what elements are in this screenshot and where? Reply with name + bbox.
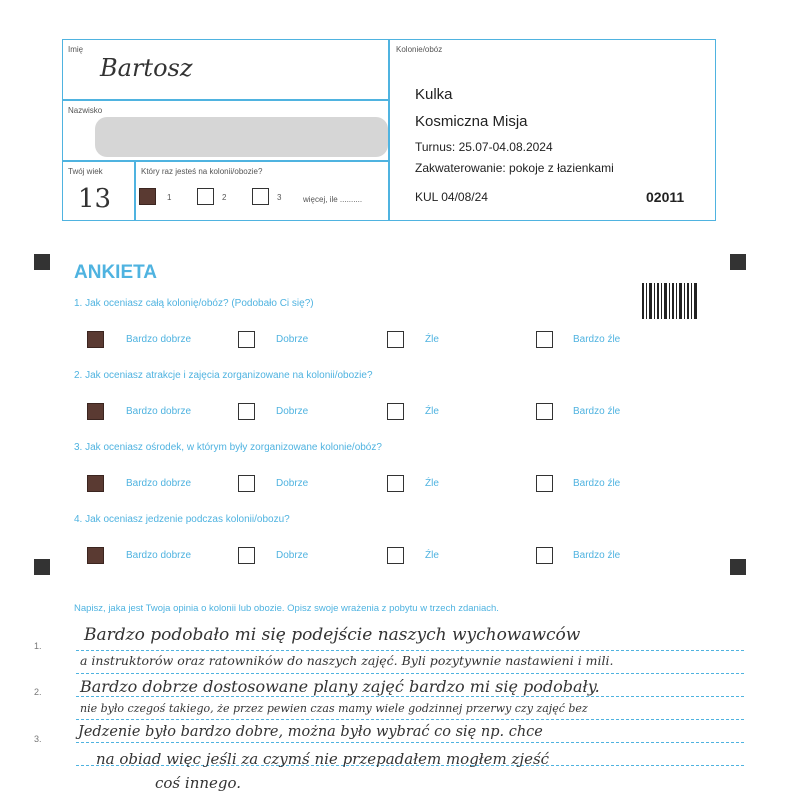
- q2-option-zle-checkbox[interactable]: [387, 403, 404, 420]
- q1-option-bardzo-dobrze-checkbox[interactable]: [87, 331, 104, 348]
- survey-title: ANKIETA: [74, 262, 158, 283]
- q3-option-dobrze-label: Dobrze: [276, 478, 309, 489]
- question-4: 4. Jak oceniasz jedzenie podczas kolonii/obozu?: [74, 514, 290, 525]
- alignment-marker-top-right: [730, 254, 746, 270]
- opinion-text-line-4[interactable]: nie było czegoś takiego, że przez pewien czas mamy wiele godzinnej przerwy czy zajęć bez: [80, 702, 588, 715]
- q1-option-bardzo-dobrze-label: Bardzo dobrze: [126, 334, 192, 345]
- q2-option-bardzo-zle-checkbox[interactable]: [536, 403, 553, 420]
- camp-title: Kosmiczna Misja: [415, 113, 528, 130]
- q4-option-dobrze-checkbox[interactable]: [238, 547, 255, 564]
- nazwisko-redaction: [95, 117, 388, 157]
- nazwisko-label: Nazwisko: [68, 106, 103, 115]
- q4-option-zle-checkbox[interactable]: [387, 547, 404, 564]
- writing-line-1: [76, 650, 744, 651]
- question-2: 2. Jak oceniasz atrakcje i zajęcia zorganizowane na kolonii/obozie?: [74, 370, 373, 381]
- q2-option-bardzo-zle-label: Bardzo źle: [573, 406, 621, 417]
- q2-option-dobrze-checkbox[interactable]: [238, 403, 255, 420]
- opinion-number-3: 3.: [34, 734, 42, 744]
- q1-option-zle-label: Źle: [425, 334, 439, 345]
- q4-option-dobrze-label: Dobrze: [276, 550, 309, 561]
- question-1: 1. Jak oceniasz całą kolonię/obóz? (Podobało Ci się?): [74, 298, 314, 309]
- form-number: 02011: [646, 189, 685, 205]
- visit-option-1-checkbox[interactable]: [139, 188, 156, 205]
- q2-option-bardzo-dobrze-checkbox[interactable]: [87, 403, 104, 420]
- q4-option-bardzo-dobrze-label: Bardzo dobrze: [126, 550, 192, 561]
- q2-option-bardzo-dobrze-label: Bardzo dobrze: [126, 406, 192, 417]
- opinion-text-line-3[interactable]: Bardzo dobrze dostosowane plany zajęć bardzo mi się podobały.: [80, 677, 600, 696]
- header-divider-3: [134, 160, 136, 221]
- writing-line-2: [76, 673, 744, 674]
- q4-option-bardzo-dobrze-checkbox[interactable]: [87, 547, 104, 564]
- q3-option-bardzo-dobrze-label: Bardzo dobrze: [126, 478, 192, 489]
- writing-line-3: [76, 696, 744, 697]
- q1-option-zle-checkbox[interactable]: [387, 331, 404, 348]
- q3-option-bardzo-zle-checkbox[interactable]: [536, 475, 553, 492]
- camp-code: KUL 04/08/24: [415, 190, 488, 204]
- q4-option-bardzo-zle-checkbox[interactable]: [536, 547, 553, 564]
- header-divider-2: [62, 160, 389, 162]
- q3-option-zle-checkbox[interactable]: [387, 475, 404, 492]
- visit-option-3-label: 3: [277, 193, 282, 202]
- opinion-text-line-2[interactable]: a instruktorów oraz ratowników do naszych zajęć. Byli pozytywnie nastawieni i mili.: [80, 653, 614, 668]
- question-3: 3. Jak oceniasz ośrodek, w którym były zorganizowane kolonie/obóz?: [74, 442, 382, 453]
- alignment-marker-top-left: [34, 254, 50, 270]
- visit-option-2-checkbox[interactable]: [197, 188, 214, 205]
- opinion-text-line-1[interactable]: Bardzo podobało mi się podejście naszych wychowawców: [84, 625, 581, 645]
- header-divider-1: [62, 99, 389, 101]
- q4-option-bardzo-zle-label: Bardzo źle: [573, 550, 621, 561]
- visit-option-1-label: 1: [167, 193, 172, 202]
- q4-option-zle-label: Źle: [425, 550, 439, 561]
- kolonie-label: Kolonie/obóz: [396, 45, 443, 54]
- zakwaterowanie-text: Zakwaterowanie: pokoje z łazienkami: [415, 161, 614, 175]
- header-divider-vertical: [388, 39, 390, 221]
- q1-option-dobrze-label: Dobrze: [276, 334, 309, 345]
- visit-option-more-label: więcej, ile ..........: [303, 195, 363, 204]
- turnus-text: Turnus: 25.07-04.08.2024: [415, 140, 553, 154]
- writing-line-5: [76, 742, 744, 743]
- imie-label: Imię: [68, 45, 84, 54]
- q2-option-zle-label: Źle: [425, 406, 439, 417]
- q1-option-bardzo-zle-label: Bardzo źle: [573, 334, 621, 345]
- imie-value[interactable]: Bartosz: [100, 54, 193, 82]
- q1-option-bardzo-zle-checkbox[interactable]: [536, 331, 553, 348]
- ktory-raz-label: Który raz jesteś na kolonii/obozie?: [141, 167, 263, 176]
- opinion-text-line-7[interactable]: coś innego.: [155, 774, 242, 792]
- q3-option-dobrze-checkbox[interactable]: [238, 475, 255, 492]
- camp-name: Kulka: [415, 86, 453, 103]
- q1-option-dobrze-checkbox[interactable]: [238, 331, 255, 348]
- q2-option-dobrze-label: Dobrze: [276, 406, 309, 417]
- q3-option-zle-label: Źle: [425, 478, 439, 489]
- writing-line-4: [76, 719, 744, 720]
- alignment-marker-bottom-right: [730, 559, 746, 575]
- barcode-icon: [642, 283, 698, 319]
- opinion-prompt: Napisz, jaka jest Twoja opinia o kolonii lub obozie. Opisz swoje wrażenia z pobytu w trzech zdaniach.: [74, 603, 499, 614]
- visit-option-2-label: 2: [222, 193, 227, 202]
- wiek-label: Twój wiek: [68, 167, 103, 176]
- opinion-number-2: 2.: [34, 687, 42, 697]
- opinion-text-line-5[interactable]: Jedzenie było bardzo dobre, można było wybrać co się np. chce: [78, 724, 543, 740]
- opinion-number-1: 1.: [34, 641, 42, 651]
- q3-option-bardzo-zle-label: Bardzo źle: [573, 478, 621, 489]
- visit-option-3-checkbox[interactable]: [252, 188, 269, 205]
- opinion-text-line-6[interactable]: na obiad więc jeśli za czymś nie przepadałem mogłem zjeść: [96, 750, 550, 768]
- wiek-value[interactable]: 13: [78, 184, 112, 214]
- q3-option-bardzo-dobrze-checkbox[interactable]: [87, 475, 104, 492]
- alignment-marker-bottom-left: [34, 559, 50, 575]
